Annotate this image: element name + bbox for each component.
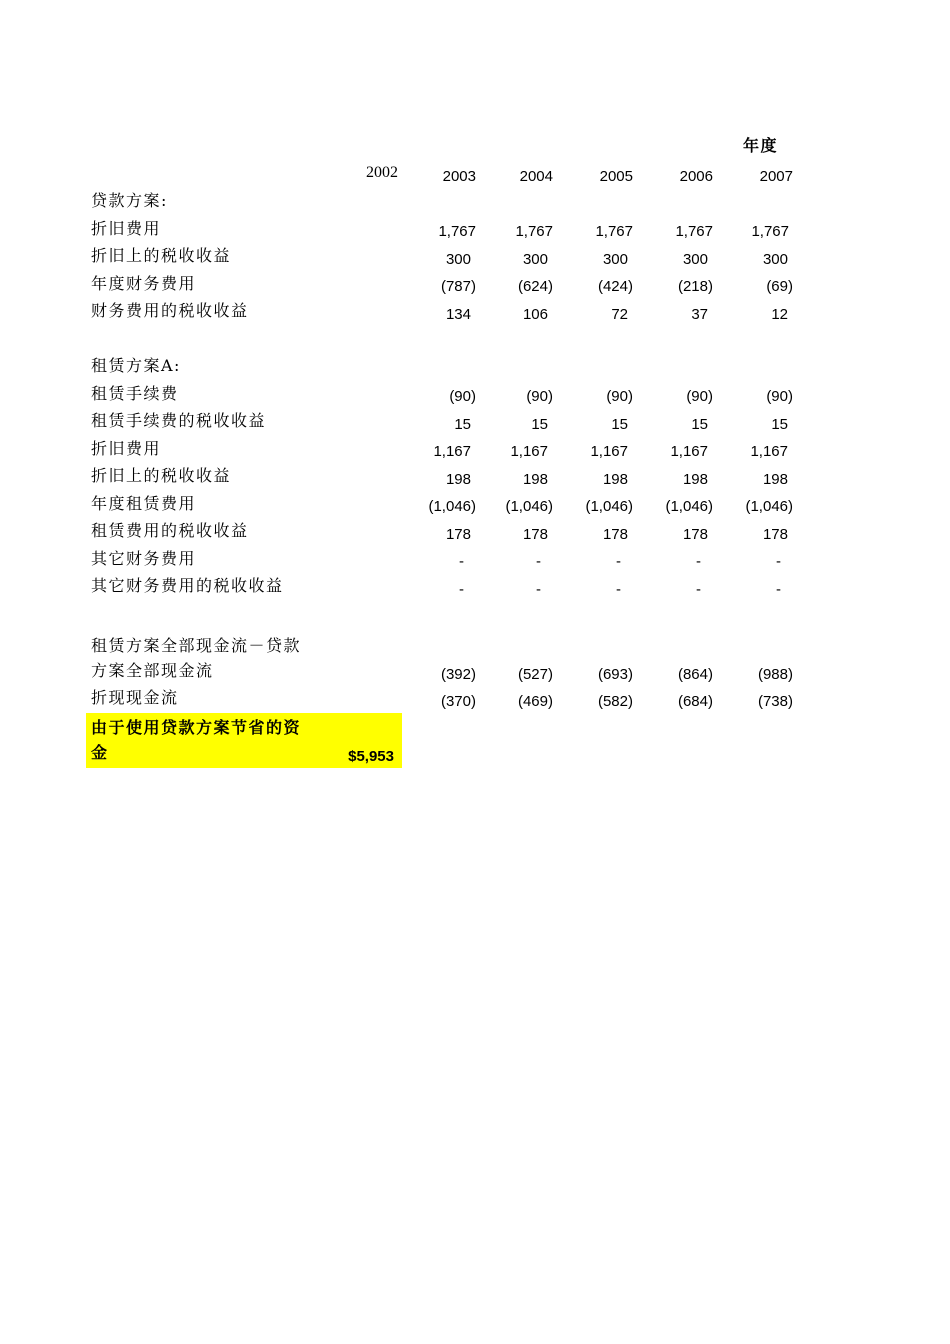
value-cell: 1,167 [590,443,628,460]
value-cell: 198 [682,471,708,488]
value-cell: - [459,581,464,598]
value-cell: 178 [522,526,548,543]
diff-label-line2: 方案全部现金流 [91,661,214,680]
value-cell: (90) [686,388,713,405]
value-cell: 134 [445,306,471,323]
row-label: 年度租赁费用 [91,494,197,513]
value-cell: 1,767 [515,223,553,240]
value-cell: - [776,581,781,598]
value-cell: (787) [440,278,476,295]
value-cell: (1,046) [505,498,553,515]
value-cell: - [536,553,541,570]
value-cell: 178 [762,526,788,543]
value-cell: (864) [677,666,713,683]
value-cell: 178 [445,526,471,543]
value-cell: - [696,581,701,598]
value-cell: (90) [606,388,633,405]
row-label: 租赁手续费的税收收益 [91,411,267,430]
value-cell: (218) [677,278,713,295]
savings-label-line1: 由于使用贷款方案节省的资 [91,718,302,737]
value-cell: (370) [440,693,476,710]
value-cell: - [616,553,621,570]
value-cell: 1,767 [438,223,476,240]
value-cell: (69) [766,278,793,295]
value-cell: (684) [677,693,713,710]
year-group-header: 年度 [743,136,779,155]
value-cell: - [696,553,701,570]
value-cell: (624) [517,278,553,295]
row-label: 其它财务费用的税收收益 [91,576,284,595]
savings-value: $5,953 [348,748,394,765]
row-label: 财务费用的税收收益 [91,301,249,320]
value-cell: (90) [766,388,793,405]
value-cell: 198 [762,471,788,488]
value-cell: (90) [526,388,553,405]
value-cell: 12 [771,306,788,323]
value-cell: 1,767 [595,223,633,240]
value-cell: 15 [454,416,471,433]
year-header-2004: 2004 [519,168,553,185]
value-cell: 15 [531,416,548,433]
loan-section-title: 贷款方案: [91,191,168,210]
value-cell: 178 [682,526,708,543]
year-header-2007: 2007 [759,168,793,185]
row-label: 其它财务费用 [91,549,197,568]
value-cell: (1,046) [585,498,633,515]
value-cell: (1,046) [745,498,793,515]
value-cell: 300 [682,251,708,268]
year-header-2006: 2006 [679,168,713,185]
value-cell: 15 [691,416,708,433]
value-cell: (738) [757,693,793,710]
value-cell: (90) [449,388,476,405]
year-header-2002: 2002 [366,164,398,181]
value-cell: - [776,553,781,570]
value-cell: 198 [522,471,548,488]
value-cell: 72 [611,306,628,323]
value-cell: 198 [445,471,471,488]
year-header-2003: 2003 [442,168,476,185]
value-cell: 106 [522,306,548,323]
value-cell: 198 [602,471,628,488]
row-label: 折旧上的税收收益 [91,246,232,265]
value-cell: 1,167 [510,443,548,460]
value-cell: - [536,581,541,598]
value-cell: - [459,553,464,570]
row-label: 年度财务费用 [91,274,197,293]
value-cell: 15 [771,416,788,433]
value-cell: (392) [440,666,476,683]
value-cell: 300 [762,251,788,268]
value-cell: 178 [602,526,628,543]
row-label: 租赁手续费 [91,384,179,403]
row-label: 折旧费用 [91,219,162,238]
diff-label-line1: 租赁方案全部现金流－贷款 [91,636,302,655]
value-cell: 300 [522,251,548,268]
value-cell: 1,167 [433,443,471,460]
discount-label: 折现现金流 [91,688,179,707]
value-cell: (1,046) [428,498,476,515]
value-cell: (469) [517,693,553,710]
value-cell: 1,167 [750,443,788,460]
savings-label-line2: 金 [91,743,109,762]
value-cell: 15 [611,416,628,433]
lease-section-title: 租赁方案A: [91,356,181,375]
value-cell: (693) [597,666,633,683]
value-cell: - [616,581,621,598]
value-cell: 1,167 [670,443,708,460]
value-cell: (1,046) [665,498,713,515]
value-cell: (582) [597,693,633,710]
value-cell: 300 [602,251,628,268]
value-cell: (988) [757,666,793,683]
value-cell: 37 [691,306,708,323]
value-cell: 300 [445,251,471,268]
row-label: 折旧上的税收收益 [91,466,232,485]
row-label: 租赁费用的税收收益 [91,521,249,540]
value-cell: 1,767 [751,223,789,240]
year-header-2005: 2005 [599,168,633,185]
value-cell: (527) [517,666,553,683]
row-label: 折旧费用 [91,439,162,458]
value-cell: (424) [597,278,633,295]
value-cell: 1,767 [675,223,713,240]
